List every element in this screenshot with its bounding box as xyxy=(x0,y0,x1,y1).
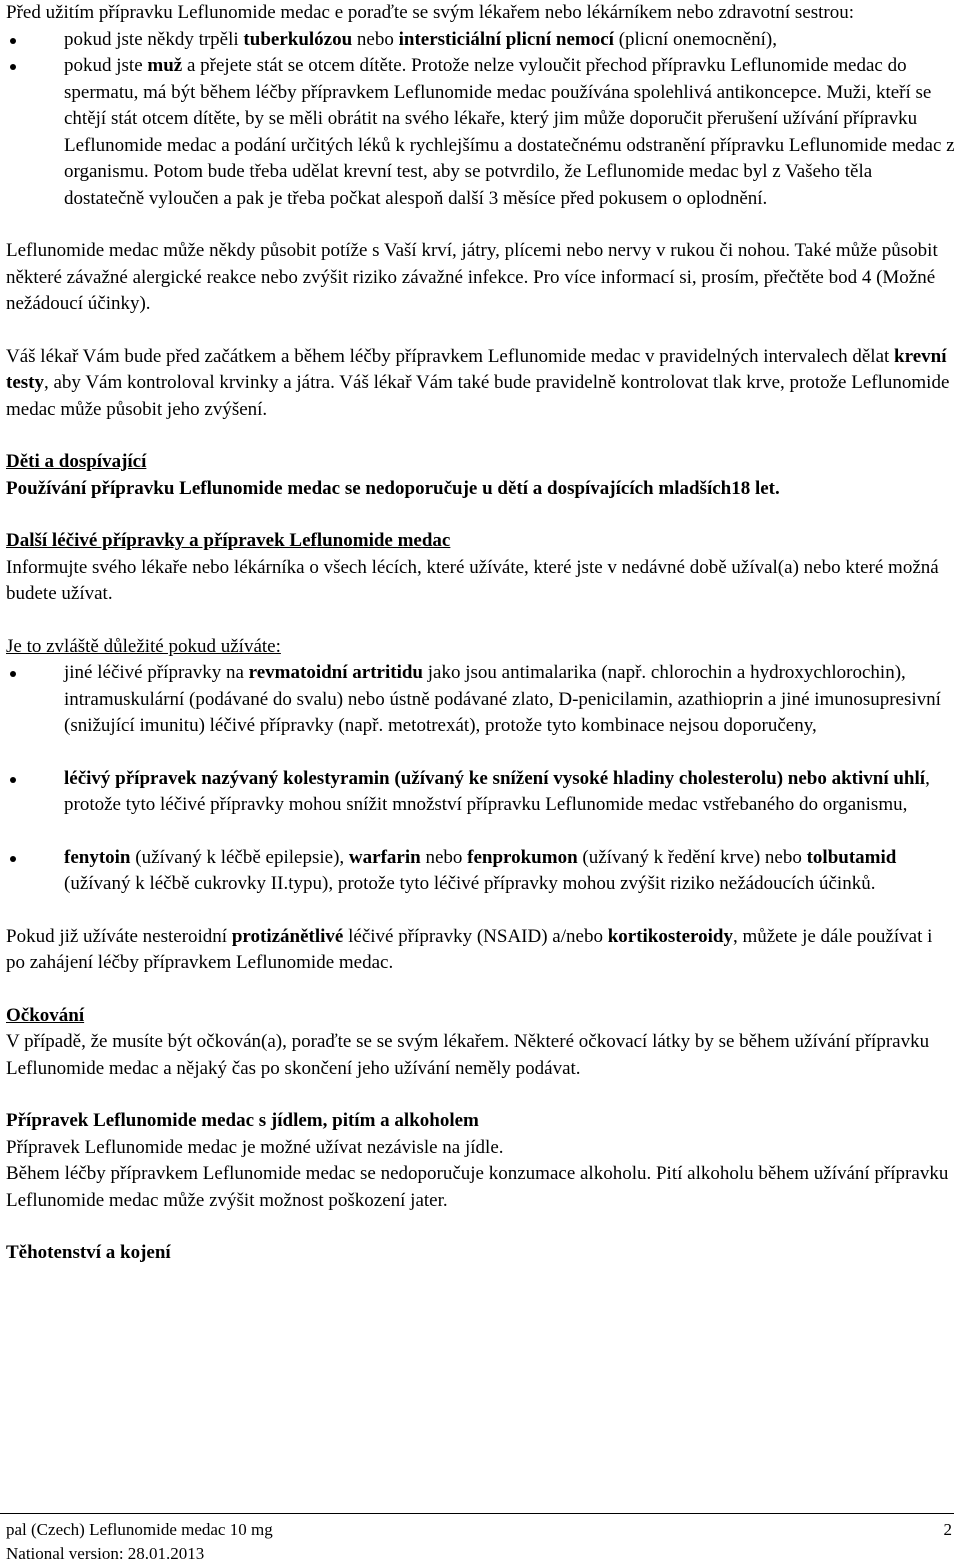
bullet-icon xyxy=(10,856,16,862)
interaction-list xyxy=(6,766,956,819)
list-item: léčivý přípravek nazývaný kolestyramin (užívaný ke snížení vysoké hladiny cholesterolu) nebo aktivní uhlí, protože tyto léčivé přípravky mohou snížit množství přípravku Leflunomide medac vstřebaného do organismu, xyxy=(6,766,956,819)
footer-version: National version: 28.01.2013 xyxy=(6,1544,205,1563)
vaccination-heading: Očkování xyxy=(6,1004,85,1026)
list-item: pokud jste někdy trpěli tuberkulózou nebo intersticiální plicní nemocí (plicní onemocnění), xyxy=(6,27,956,54)
children-heading: Děti a dospívající xyxy=(6,451,147,472)
bullet-icon xyxy=(10,38,16,44)
food-text: Přípravek Leflunomide medac je možné užívat nezávisle na jídle. xyxy=(6,1136,504,1158)
page-footer xyxy=(6,1518,952,1566)
vaccination-text: V případě, že musíte být očkován(a), poraďte se se svým lékařem. Některé očkovací látky by se během užívání přípravku Leflunomide medac a nějaký čas po skončení jeho užívání neměly podávat. xyxy=(6,1031,930,1079)
list-item: jiné léčivé přípravky na revmatoidní artritidu jako jsou antimalarika (např. chlorochin a hydroxychlorochin), intramuskulární (podávané do svalu) nebo ústně podávané zlato, D-penicilamin, azathioprin a jiné imunosupresivní (snižující imunitu) léčivé přípravky (např. metotrexát), protože tyto kombinace nejsou doporučeny, xyxy=(6,660,956,740)
warning-list xyxy=(6,27,956,213)
tests-paragraph: Váš lékař Vám bude před začátkem a během léčby přípravkem Leflunomide medac v pravidelných intervalech dělat krevní testy, aby Vám kontroloval krvinky a játra. Váš lékař Vám také bude pravidelně kontrolovat tlak krve, protože Leflunomide medac může působit jeho zvýšení. xyxy=(6,345,950,420)
blood-paragraph: Leflunomide medac může někdy působit potíže s Vaší krví, játry, plícemi nebo nervy v rukou či nohou. Také může působit některé závažné alergické reakce nebo zvýšit riziko závažné infekce. Pro více informací si, prosím, přečtěte bod 4 (Možné nežádoucí účinky). xyxy=(6,240,938,314)
other-medicines-text: Informujte svého lékaře nebo lékárníka o všech lécích, které užíváte, které jste v nedávné době užíval(a) nebo které možná budete užívat. xyxy=(6,556,939,604)
bullet-icon xyxy=(10,64,16,70)
document-page xyxy=(6,0,956,1267)
footer-divider xyxy=(0,1513,954,1514)
intro-paragraph: Před užitím přípravku Leflunomide medac e poraďte se svým lékařem nebo lékárníkem nebo zdravotní sestrou: xyxy=(6,2,855,23)
nsaid-paragraph: Pokud již užíváte nesteroidní protizánětlivé léčivé přípravky (NSAID) a/nebo kortikosteroidy, můžete je dále používat i po zahájení léčby přípravkem Leflunomide medac. xyxy=(6,925,933,973)
important-intro: Je to zvláště důležité pokud užíváte: xyxy=(6,635,281,657)
children-text: Používání přípravku Leflunomide medac se nedoporučuje u dětí a dospívajících mladších18 let. xyxy=(6,477,780,499)
list-item: fenytoin (užívaný k léčbě epilepsie), warfarin nebo fenprokumon (užívaný k ředění krve) nebo tolbutamid (užívaný k léčbě cukrovky II.typu), protože tyto léčivé přípravky mohou zvýšit riziko nežádoucích účinků. xyxy=(6,845,956,898)
footer-product: pal (Czech) Leflunomide medac 10 mg xyxy=(6,1520,273,1539)
bullet-icon xyxy=(10,777,16,783)
pregnancy-heading: Těhotenství a kojení xyxy=(6,1242,171,1263)
interaction-list xyxy=(6,845,956,898)
bullet-icon xyxy=(10,671,16,677)
interaction-list xyxy=(6,660,956,740)
page-number: 2 xyxy=(943,1520,952,1539)
other-medicines-heading: Další léčivé přípravky a přípravek Leflunomide medac xyxy=(6,530,451,551)
alcohol-text: Během léčby přípravkem Leflunomide medac se nedoporučuje konzumace alkoholu. Pití alkoholu během užívání přípravku Leflunomide medac může zvýšit možnost poškození jater. xyxy=(6,1163,949,1211)
food-heading: Přípravek Leflunomide medac s jídlem, pitím a alkoholem xyxy=(6,1110,479,1131)
list-item: pokud jste muž a přejete stát se otcem dítěte. Protože nelze vyloučit přechod přípravku Leflunomide medac do spermatu, má být během léčby přípravkem Leflunomide medac používána spolehlivá antikoncepce. Muži, kteří se chtějí stát otcem dítěte, by se měli obrátit na svého lékaře, který jim může doporučit přerušení užívání přípravku Leflunomide medac a podání určitých léků k rychlejšímu a dostatečnému odstranění přípravku Leflunomide medac z organismu. Potom bude třeba udělat krevní test, aby se potvrdilo, že Leflunomide medac byl z Vašeho těla dostatečně vyloučen a pak je třeba počkat alespoň další 3 měsíce před pokusem o oplodnění. xyxy=(6,53,956,212)
